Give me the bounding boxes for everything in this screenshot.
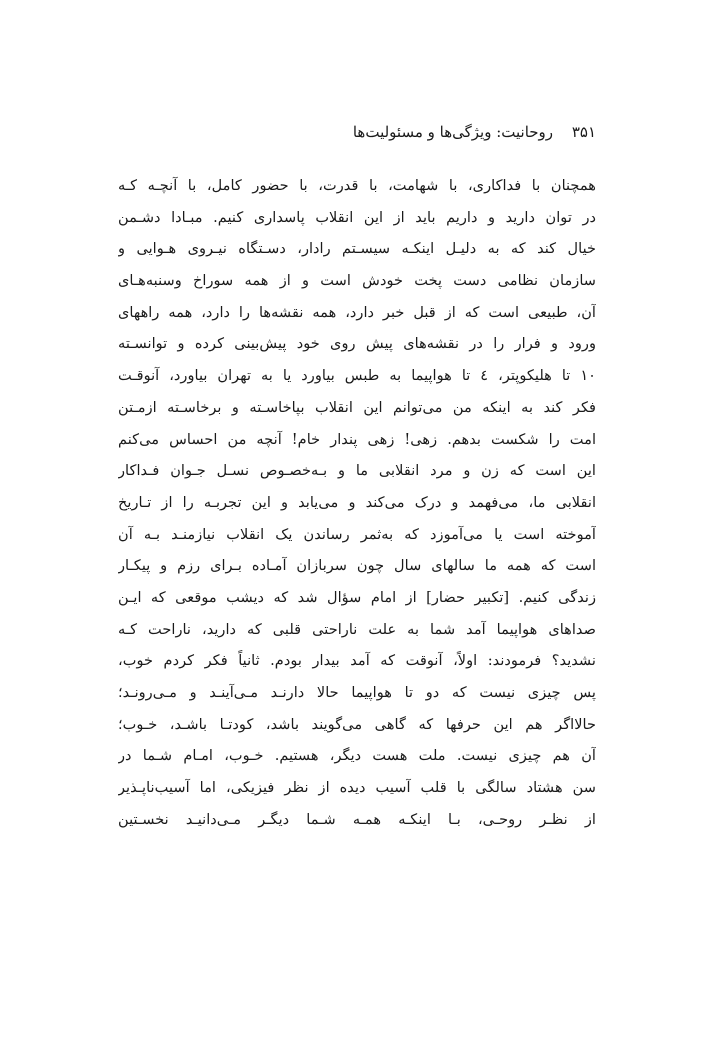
text-line: از نظـر روحـی، بـا اینکـه همـه شـما دیگـر مـی‌دانیـد نخسـتین	[118, 810, 596, 828]
running-head	[118, 121, 596, 143]
text-line: انقلابی ما، می‌فهمد و درک می‌کند و می‌یابد و این تجربـه را از تـاریخ	[118, 493, 596, 511]
text-line: در توان دارید و داریم باید از این انقلاب پاسداری کنیم. مبـادا دشـمن	[118, 208, 596, 226]
text-line: نشدید؟ فرمودند: اولاً، آنوقت که آمد بیدار بودم. ثانیاً فکر کردم خوب،	[118, 652, 596, 670]
text-line: است که همه ما سالهای سال چون سربازان آمـاده بـرای رزم و پیکـار	[118, 557, 596, 575]
page-number: ۳۵۱	[571, 123, 596, 141]
text-line: خیال کند که به دلیـل اینکـه سیسـتم رادار، دسـتگاه نیـروی هـوایی و	[118, 240, 596, 258]
text-line: حالااگر هم این حرفها که گاهی می‌گویند باشد، کودتـا باشـد، خـوب؛	[118, 715, 596, 733]
text-line: صداهای هواپیما آمد شما به علت ناراحتی قلبی که دارید، ناراحت کـه	[118, 620, 596, 638]
text-line: ورود و فرار را در نقشه‌های پیش روی خود پیش‌بینی کرده و توانسـته	[118, 335, 596, 353]
body-text	[118, 170, 596, 835]
text-line: فکر کند به اینکه من می‌توانم این انقلاب بپاخاسـته و برخاسـته ازمـتن	[118, 398, 596, 416]
text-line: آموخته است یا می‌آموزد که به‌ثمر رساندن یک انقلاب نیازمنـد بـه آن	[118, 525, 596, 543]
text-line: این است که زن و مرد انقلابی ما و بـه‌خصـوص نسـل جـوان فـداکار	[118, 462, 596, 480]
text-line: همچنان با فداکاری، با شهامت، با قدرت، با حضور کامل، با آنچـه کـه	[118, 177, 596, 194]
text-line: سازمان نظامی دست پخت خودش است و از همه سوراخ وسنبه‌هـای	[118, 272, 596, 290]
running-title: روحانیت: ویژگی‌ها و مسئولیت‌ها	[352, 123, 554, 141]
text-line: زندگی کنیم. [تکبیر حضار] از امام سؤال شد که دیشب موقعی که ایـن	[118, 588, 596, 606]
text-line: سن هشتاد سالگی با قلب آسیب دیده از نظر فیزیکی، اما آسیب‌ناپـذیر	[118, 779, 596, 797]
text-line: پس چیزی نیست که دو تا هواپیما حالا دارنـد مـی‌آینـد و مـی‌رونـد؛	[118, 684, 596, 701]
text-line: امت را شکست بدهم. زهی! زهی پندار خام! آنچه من احساس می‌کنم	[118, 430, 596, 448]
text-line: آن هم چیزی نیست. ملت هست دیگر، هستیم. خـوب، امـام شـما در	[118, 747, 596, 765]
text-line: ۱۰ تا هلیکوپتر، ٤ تا هواپیما به طبس بیاورد یا به تهران بیاورد، آنوقـت	[118, 367, 596, 385]
text-line: آن، طبیعی است که از قبل خبر دارد، همه نقشه‌ها را دارد، همه راههای	[118, 303, 596, 321]
